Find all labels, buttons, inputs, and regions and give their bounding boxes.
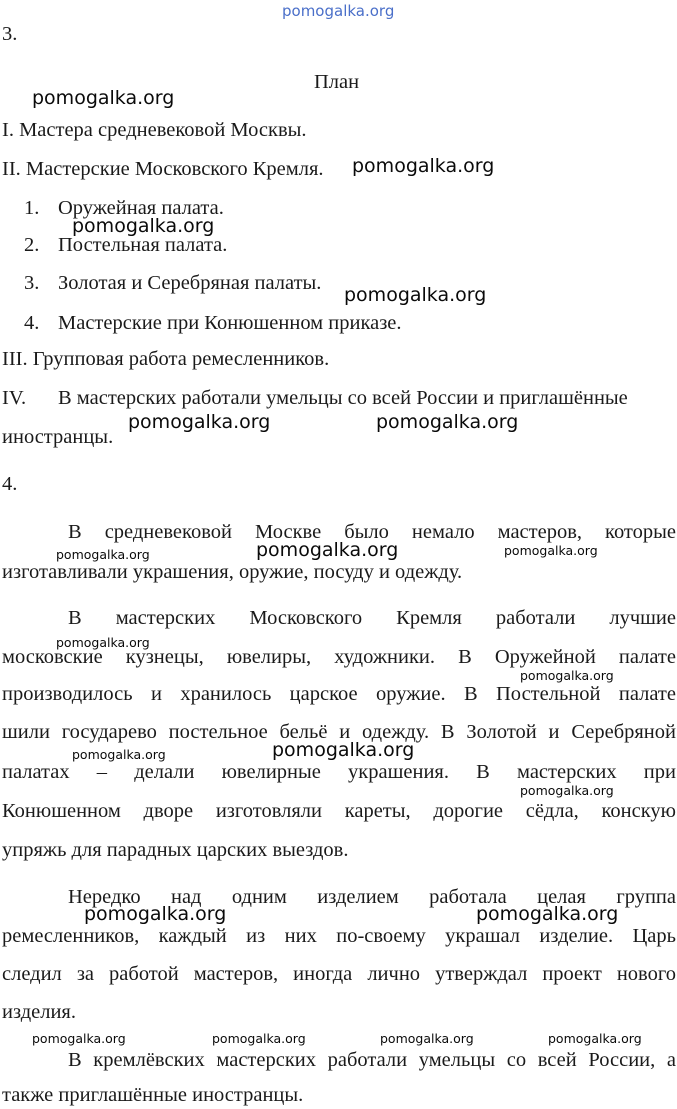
plan-subitem-number: 1.	[24, 197, 40, 219]
text-line: Конюшенном дворе изготовляли кареты, дорогие сёдла, конскую	[2, 800, 676, 822]
watermark: pomogalka.org	[84, 903, 227, 925]
text-line: палатах – делали ювелирные украшения. В мастерских при	[2, 761, 676, 783]
text-line: В кремлёвских мастерских работали умельцы со всей России, а	[68, 1049, 676, 1071]
paragraph-line: изготавливали украшения, оружие, посуду и одежду.	[2, 561, 463, 583]
watermark: pomogalka.org	[380, 1031, 474, 1046]
paragraph-line	[2, 645, 676, 669]
watermark: pomogalka.org	[272, 739, 415, 761]
watermark: pomogalka.org	[344, 284, 487, 306]
watermark: pomogalka.org	[72, 215, 215, 237]
watermark-top: pomogalka.org	[282, 2, 395, 20]
paragraph-line	[2, 720, 676, 744]
plan-subitem: Оружейная палата.	[58, 197, 224, 219]
watermark: pomogalka.org	[56, 547, 150, 562]
plan-subitem-number: 4.	[24, 312, 40, 334]
watermark: pomogalka.org	[476, 903, 619, 925]
watermark: pomogalka.org	[212, 1031, 306, 1046]
paragraph-line	[68, 885, 676, 909]
paragraph-line	[2, 682, 676, 706]
watermark: pomogalka.org	[72, 747, 166, 762]
plan-subitem: Мастерские при Конюшенном приказе.	[58, 312, 402, 334]
plan-subitem: Постельная палата.	[58, 234, 228, 256]
text-line: Нередко над одним изделием работала целая группа	[68, 886, 676, 908]
plan-title: План	[314, 71, 360, 93]
text-line: В мастерских Московского Кремля работали лучшие	[68, 607, 676, 629]
section-number: 3.	[2, 23, 18, 45]
paragraph-line	[68, 520, 676, 544]
paragraph-line	[2, 962, 676, 986]
watermark: pomogalka.org	[520, 668, 614, 683]
watermark: pomogalka.org	[352, 155, 495, 177]
plan-subitem: Золотая и Серебряная палаты.	[58, 272, 322, 294]
text-line: производилось и хранилось царское оружие. В Постельной палате	[2, 683, 676, 705]
paragraph-line: упряжь для парадных царских выездов.	[2, 839, 349, 861]
paragraph-line	[2, 924, 676, 948]
text-line: В средневековой Москве было немало мастеров, которые	[68, 521, 676, 543]
plan-item: III. Групповая работа ремесленников.	[2, 348, 330, 370]
plan-item: I. Мастера средневековой Москвы.	[2, 119, 307, 141]
text-line: следил за работой мастеров, иногда лично утверждал проект нового	[2, 963, 676, 985]
watermark: pomogalka.org	[256, 539, 399, 561]
watermark: pomogalka.org	[32, 87, 175, 109]
paragraph-line: также приглашённые иностранцы.	[2, 1084, 304, 1106]
watermark: pomogalka.org	[56, 635, 150, 650]
text-line: московские кузнецы, ювелиры, художники. В Оружейной палате	[2, 646, 676, 668]
watermark: pomogalka.org	[32, 1031, 126, 1046]
watermark: pomogalka.org	[548, 1031, 642, 1046]
watermark: pomogalka.org	[520, 783, 614, 798]
watermark: pomogalka.org	[128, 411, 271, 433]
plan-item: В мастерских работали умельцы со всей России и приглашённые	[58, 387, 628, 409]
plan-item: II. Мастерские Московского Кремля.	[2, 158, 324, 180]
watermark: pomogalka.org	[504, 543, 598, 558]
plan-item-continuation: иностранцы.	[2, 426, 114, 448]
paragraph-line	[68, 606, 676, 630]
text-line: шили государево постельное бельё и одежду. В Золотой и Серебряной	[2, 721, 676, 743]
plan-subitem-number: 2.	[24, 234, 40, 256]
watermark: pomogalka.org	[376, 411, 519, 433]
paragraph-line	[2, 799, 676, 823]
section-number: 4.	[2, 473, 18, 495]
paragraph-line	[68, 1048, 676, 1072]
paragraph-line	[2, 760, 676, 784]
paragraph-line: изделия.	[2, 1001, 76, 1023]
text-line: ремесленников, каждый из них по-своему украшал изделие. Царь	[2, 925, 676, 947]
plan-subitem-number: 3.	[24, 272, 40, 294]
plan-item-number: IV.	[2, 387, 27, 409]
